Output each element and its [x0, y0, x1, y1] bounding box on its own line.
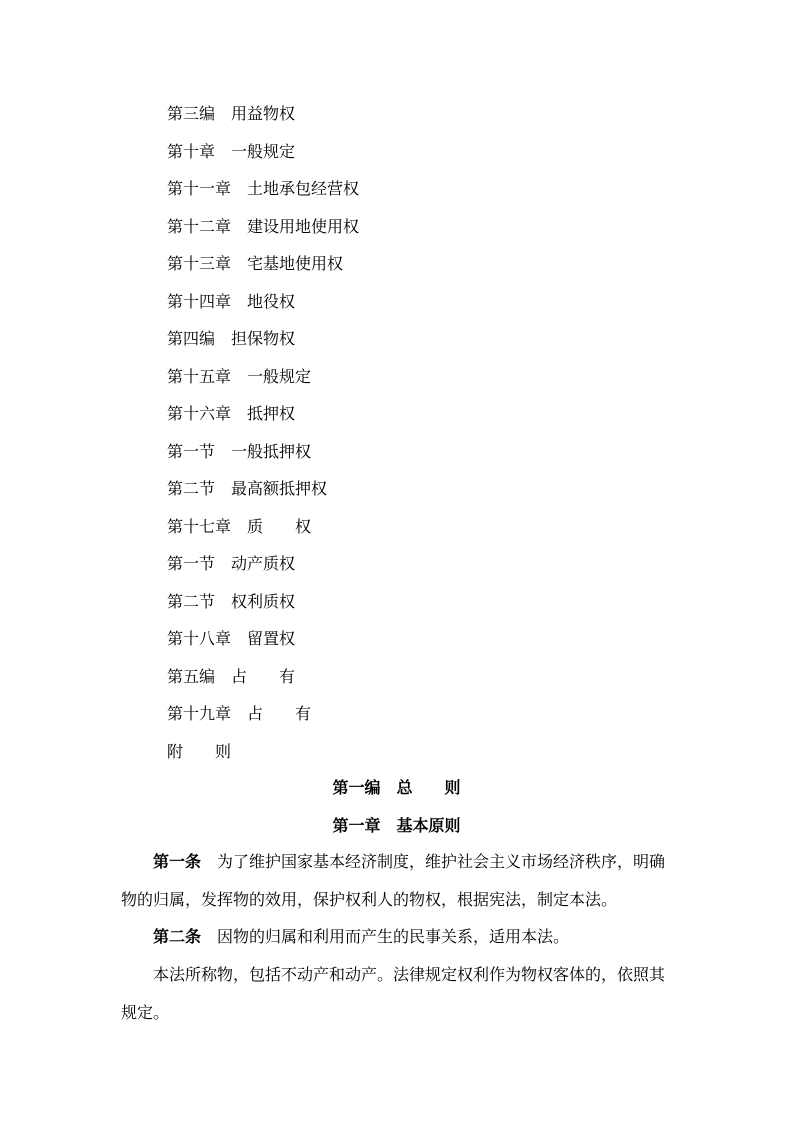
toc-part-4: 第四编 担保物权	[167, 329, 296, 348]
toc-section-16-2: 第二节 最高额抵押权	[167, 479, 328, 498]
chapter-heading: 第一章 基本原则	[332, 816, 461, 835]
toc-supplementary: 附 则	[167, 741, 232, 761]
toc-chapter-14: 第十四章 地役权	[167, 291, 296, 311]
toc-chapter-10: 第十章 一般规定	[167, 141, 296, 161]
part-heading: 第一编 总 则	[332, 778, 461, 797]
article-2-number: 第二条	[153, 927, 202, 946]
article-2-paragraph-2: 本法所称物，包括不动产和动产。法律规定权利作为物权客体的，依照其规定。	[121, 965, 666, 1022]
toc-section-16-1: 第一节 一般抵押权	[167, 441, 312, 461]
toc-chapter-13: 第十三章 宅基地使用权	[167, 254, 344, 273]
article-2	[121, 918, 677, 956]
toc-section-17-2: 第二节 权利质权	[167, 591, 296, 611]
toc-part-5: 第五编 占 有	[167, 666, 296, 686]
article-1	[121, 843, 677, 918]
toc-chapter-19: 第十九章 占 有	[167, 704, 312, 723]
toc-chapter-16: 第十六章 抵押权	[167, 404, 296, 423]
toc-chapter-15: 第十五章 一般规定	[167, 366, 312, 386]
toc-chapter-17: 第十七章 质 权	[167, 516, 312, 536]
article-1-number: 第一条	[153, 852, 202, 871]
article-2-text: 因物的归属和利用而产生的民事关系，适用本法。	[217, 927, 570, 946]
table-of-contents	[167, 101, 359, 776]
article-1-text: 为了维护国家基本经济制度，维护社会主义市场经济秩序，明确物的归属，发挥物的效用，保护权利人的物权，根据宪法，制定本法。	[121, 852, 666, 909]
toc-section-17-1: 第一节 动产质权	[167, 554, 296, 573]
toc-chapter-18: 第十八章 留置权	[167, 629, 296, 648]
toc-chapter-11: 第十一章 土地承包经营权	[167, 179, 360, 198]
toc-chapter-12: 第十二章 建设用地使用权	[167, 216, 360, 236]
toc-part-3: 第三编 用益物权	[167, 104, 296, 123]
